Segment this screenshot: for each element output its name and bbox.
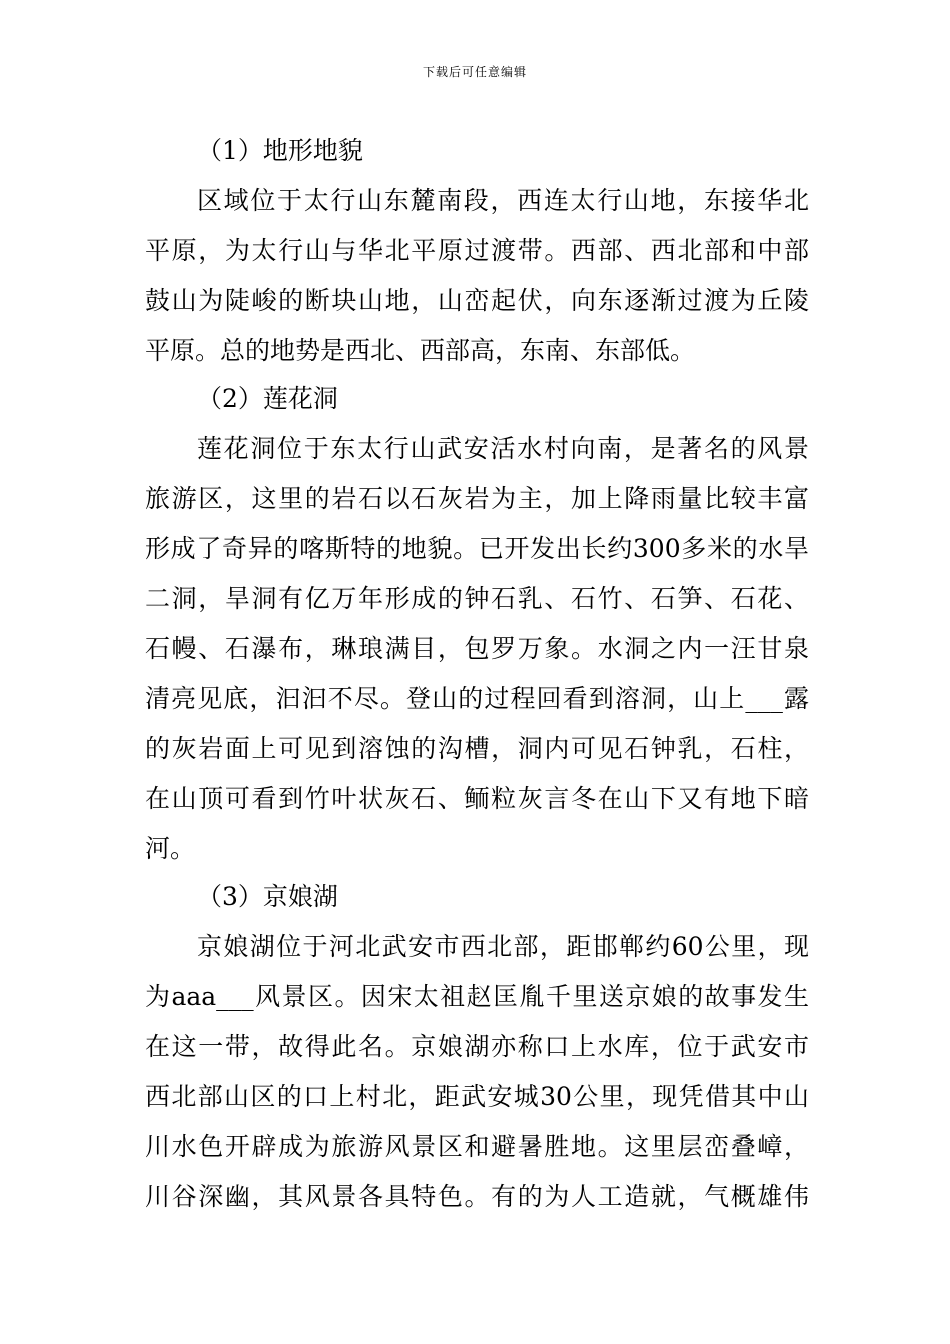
- paragraph-line: 平原，为太行山与华北平原过渡带。西部、西北部和中部: [145, 236, 809, 265]
- paragraph-line: 在这一带，故得此名。京娘湖亦称口上水库，位于武安市: [145, 1032, 809, 1061]
- paragraph-line: 清亮见底，汩汩不尽。登山的过程回看到溶洞，山上___露: [145, 684, 809, 713]
- paragraph-line: 为aaa___风景区。因宋太祖赵匡胤千里送京娘的故事发生: [145, 982, 809, 1011]
- paragraph-line: 西北部山区的口上村北，距武安城30公里，现凭借其中山: [145, 1082, 809, 1111]
- paragraph-line: 川水色开辟成为旅游风景区和避暑胜地。这里层峦叠嶂，: [145, 1132, 809, 1161]
- paragraph-line: 在山顶可看到竹叶状灰石、鲕粒灰言冬在山下又有地下暗: [145, 784, 809, 813]
- paragraph-line: 莲花洞位于东太行山武安活水村向南，是著名的风景: [197, 434, 809, 463]
- paragraph-line: 京娘湖位于河北武安市西北部，距邯郸约60公里，现: [197, 932, 809, 961]
- paragraph-line: 形成了奇异的喀斯特的地貌。已开发出长约300多米的水旱: [145, 534, 809, 563]
- paragraph-line: 旅游区，这里的岩石以石灰岩为主，加上降雨量比较丰富: [145, 484, 809, 513]
- section-heading-terrain: （1）地形地貌: [197, 136, 363, 165]
- page-header: 下载后可任意编辑: [422, 65, 527, 79]
- paragraph-line: 鼓山为陡峻的断块山地，山峦起伏，向东逐渐过渡为丘陵: [145, 286, 809, 315]
- section-heading-lotus-cave: （2）莲花洞: [197, 384, 338, 413]
- paragraph-line: 石幔、石瀑布，琳琅满目，包罗万象。水洞之内一汪甘泉: [145, 634, 809, 663]
- paragraph-line: 川谷深幽，其风景各具特色。有的为人工造就，气概雄伟: [145, 1182, 809, 1211]
- section-heading-jingniang-lake: （3）京娘湖: [197, 882, 338, 911]
- paragraph-line: 的灰岩面上可见到溶蚀的沟槽，洞内可见石钟乳，石柱，: [145, 734, 809, 763]
- paragraph-line: 二洞，旱洞有亿万年形成的钟石乳、石竹、石笋、石花、: [145, 584, 809, 613]
- paragraph-line: 平原。总的地势是西北、西部高，东南、东部低。: [145, 336, 696, 365]
- paragraph-line: 河。: [145, 834, 196, 863]
- paragraph-line: 区域位于太行山东麓南段，西连太行山地，东接华北: [197, 186, 809, 215]
